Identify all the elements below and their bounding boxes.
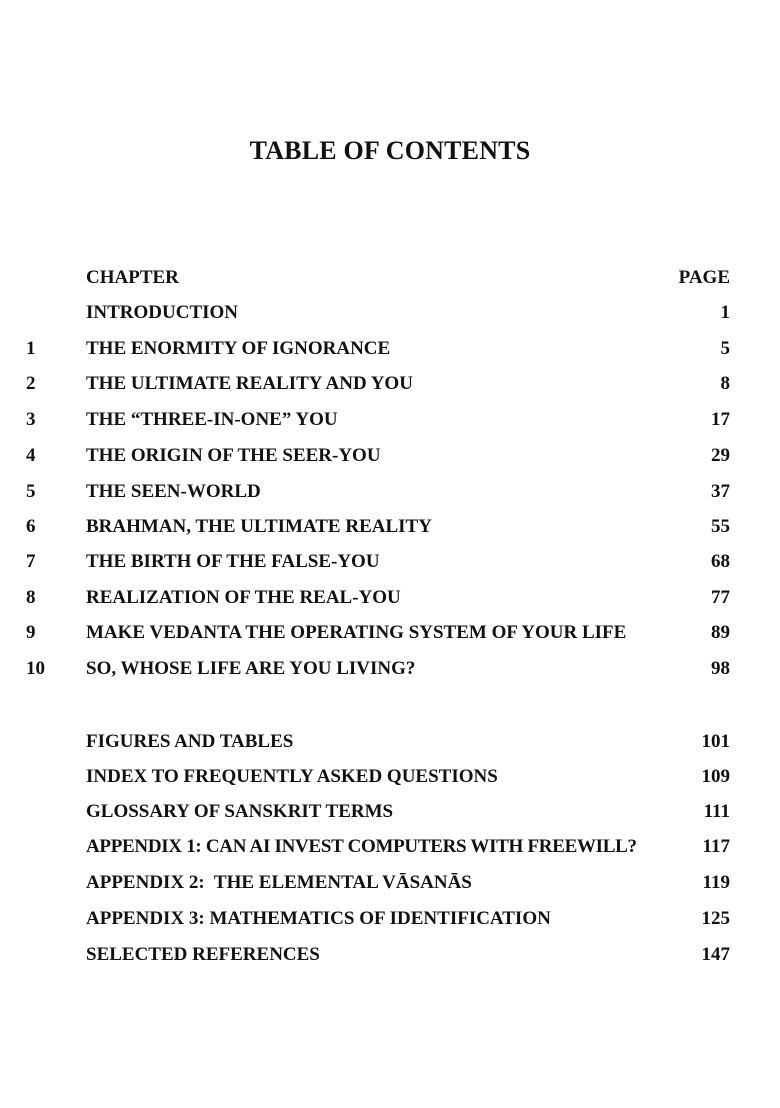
- chapter-page: 77: [711, 587, 730, 608]
- section-page: 125: [701, 908, 730, 929]
- chapter-number: 3: [26, 409, 36, 430]
- chapter-page: 5: [720, 338, 730, 359]
- section-title: INDEX TO FREQUENTLY ASKED QUESTIONS: [86, 766, 498, 787]
- chapter-title: MAKE VEDANTA THE OPERATING SYSTEM OF YOUR LIFE: [86, 622, 627, 643]
- chapter-number: 7: [26, 551, 36, 572]
- chapter-title: INTRODUCTION: [86, 302, 239, 323]
- page-title: TABLE OF CONTENTS: [249, 136, 531, 165]
- section-page: 117: [702, 836, 730, 857]
- toc-row-glossary[interactable]: [0, 797, 780, 827]
- chapter-number: 1: [26, 338, 36, 359]
- chapter-number: 2: [26, 373, 36, 394]
- section-title: APPENDIX 2: THE ELEMENTAL VĀSANĀS: [86, 872, 472, 893]
- chapter-page: 29: [711, 445, 730, 466]
- toc-row-chapter-1[interactable]: [0, 334, 780, 364]
- chapter-number: 10: [26, 658, 45, 679]
- toc-row-faq-index[interactable]: [0, 762, 780, 792]
- section-title: FIGURES AND TABLES: [86, 731, 294, 752]
- toc-row-introduction[interactable]: [0, 298, 780, 328]
- section-title: SELECTED REFERENCES: [86, 944, 320, 965]
- page-column-header: PAGE: [678, 267, 730, 288]
- chapter-number: 9: [26, 622, 36, 643]
- section-page: 109: [701, 766, 730, 787]
- chapter-number: 6: [26, 516, 36, 537]
- section-title: APPENDIX 1: CAN AI INVEST COMPUTERS WITH FREEWILL?: [86, 836, 637, 857]
- toc-row-chapter-7[interactable]: [0, 547, 780, 577]
- section-title: APPENDIX 3: MATHEMATICS OF IDENTIFICATION: [86, 908, 551, 929]
- chapter-number: 8: [26, 587, 36, 608]
- toc-row-chapter-8[interactable]: [0, 583, 780, 613]
- chapter-page: 55: [711, 516, 730, 537]
- section-page: 147: [701, 944, 730, 965]
- toc-header-row: [0, 263, 780, 293]
- chapter-title: THE ULTIMATE REALITY AND YOU: [86, 373, 413, 394]
- chapter-number: 5: [26, 481, 36, 502]
- chapter-title: REALIZATION OF THE REAL-YOU: [86, 587, 401, 608]
- chapter-number: 4: [26, 445, 36, 466]
- chapter-page: 17: [711, 409, 730, 430]
- toc-row-chapter-5[interactable]: [0, 477, 780, 507]
- chapter-title: SO, WHOSE LIFE ARE YOU LIVING?: [86, 658, 416, 679]
- toc-row-appendix-2[interactable]: [0, 868, 780, 898]
- chapter-page: 68: [711, 551, 730, 572]
- toc-row-appendix-1[interactable]: [0, 832, 780, 862]
- chapter-title: BRAHMAN, THE ULTIMATE REALITY: [86, 516, 432, 537]
- toc-row-chapter-10[interactable]: [0, 654, 780, 684]
- toc-row-chapter-9[interactable]: [0, 618, 780, 648]
- toc-row-appendix-3[interactable]: [0, 904, 780, 934]
- toc-row-chapter-4[interactable]: [0, 441, 780, 471]
- chapter-page: 98: [711, 658, 730, 679]
- section-page: 101: [701, 731, 730, 752]
- section-title: GLOSSARY OF SANSKRIT TERMS: [86, 801, 394, 822]
- chapter-column-header: CHAPTER: [86, 267, 179, 288]
- toc-row-chapter-3[interactable]: [0, 405, 780, 435]
- chapter-title: THE “THREE-IN-ONE” YOU: [86, 409, 338, 430]
- toc-row-selected-references[interactable]: [0, 940, 780, 970]
- chapter-page: 89: [711, 622, 730, 643]
- chapter-page: 37: [711, 481, 730, 502]
- chapter-title: THE BIRTH OF THE FALSE-YOU: [86, 551, 380, 572]
- chapter-title: THE SEEN-WORLD: [86, 481, 261, 502]
- section-page: 111: [703, 801, 730, 822]
- chapter-page: 1: [720, 302, 730, 323]
- toc-row-chapter-6[interactable]: [0, 512, 780, 542]
- toc-row-chapter-2[interactable]: [0, 369, 780, 399]
- chapter-title: THE ENORMITY OF IGNORANCE: [86, 338, 391, 359]
- toc-row-figures-and-tables[interactable]: [0, 727, 780, 757]
- chapter-title: THE ORIGIN OF THE SEER-YOU: [86, 445, 381, 466]
- section-page: 119: [702, 872, 730, 893]
- chapter-page: 8: [720, 373, 730, 394]
